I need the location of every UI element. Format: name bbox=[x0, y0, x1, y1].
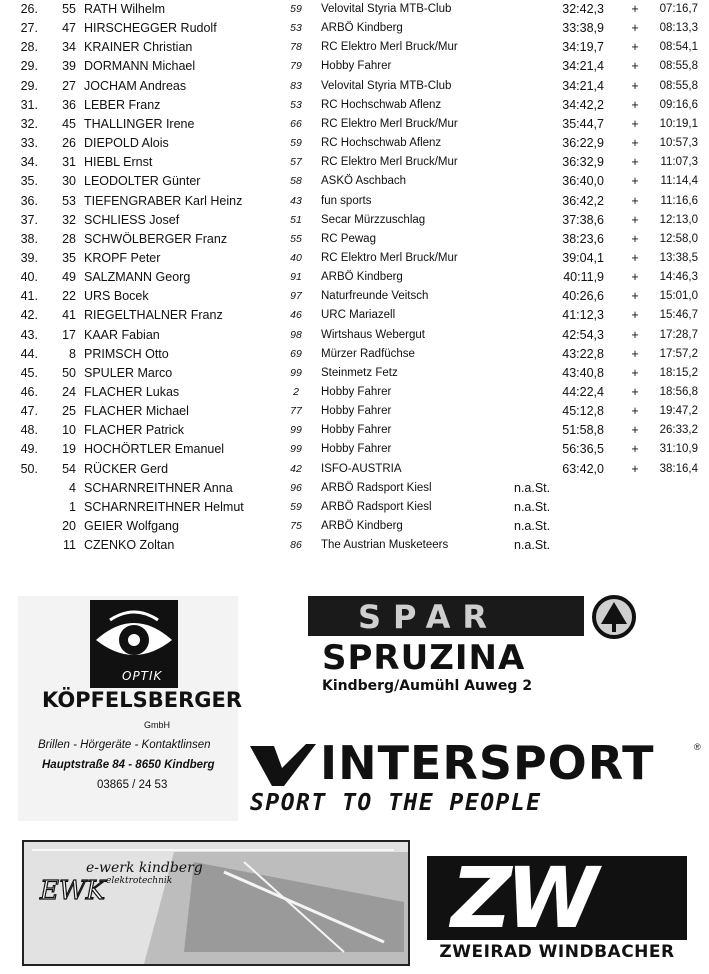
birth-year-cell: 59 bbox=[290, 137, 302, 150]
birth-year-cell: 91 bbox=[290, 271, 302, 284]
rider-name-cell: DORMANN Michael bbox=[84, 59, 196, 74]
start-number-cell: 55 bbox=[62, 2, 76, 16]
status-cell: n.a.St. bbox=[514, 538, 551, 553]
plus-sign-cell: + bbox=[631, 346, 639, 361]
plus-sign-cell: + bbox=[631, 174, 639, 189]
plus-sign-cell: + bbox=[631, 461, 639, 476]
time-cell: 51:58,8 bbox=[562, 423, 604, 438]
intersport-slogan: SPORT TO THE PEOPLE bbox=[250, 790, 542, 816]
spar-tree-icon bbox=[591, 594, 637, 640]
start-number-cell: 28 bbox=[62, 231, 76, 246]
gap-cell: 31:10,9 bbox=[659, 443, 698, 456]
rank-cell: 46. bbox=[20, 385, 38, 399]
start-number-cell: 20 bbox=[62, 519, 76, 534]
gap-cell: 14:46,3 bbox=[659, 271, 698, 284]
sponsor-spar-spruzina bbox=[308, 596, 658, 701]
time-cell: 56:36,5 bbox=[562, 442, 604, 457]
rider-name-cell: RÜCKER Gerd bbox=[84, 461, 169, 476]
gap-cell: 08:55,8 bbox=[659, 79, 698, 92]
start-number-cell: 10 bbox=[62, 423, 76, 438]
gap-cell: 26:33,2 bbox=[659, 424, 698, 437]
club-cell: ARBÖ Radsport Kiesl bbox=[321, 481, 432, 494]
club-cell: Velovital Styria MTB-Club bbox=[321, 3, 452, 15]
rider-name-cell: DIEPOLD Alois bbox=[84, 136, 169, 151]
time-cell: 45:12,8 bbox=[562, 404, 604, 419]
rank-cell: 29. bbox=[20, 78, 38, 93]
start-number-cell: 34 bbox=[62, 40, 76, 55]
result-row bbox=[0, 192, 709, 211]
birth-year-cell: 53 bbox=[290, 98, 302, 111]
start-number-cell: 45 bbox=[62, 116, 76, 131]
dns-row bbox=[0, 498, 709, 517]
rider-name-cell: SCHWÖLBERGER Franz bbox=[84, 231, 228, 246]
plus-sign-cell: + bbox=[631, 2, 639, 16]
start-number-cell: 47 bbox=[62, 21, 76, 36]
rider-name-cell: SCHLIESS Josef bbox=[84, 212, 180, 227]
rider-name-cell: SCHARNREITHNER Helmut bbox=[84, 499, 244, 514]
gap-cell: 08:54,1 bbox=[659, 41, 698, 54]
club-cell: RC Hochschwab Aflenz bbox=[321, 98, 442, 111]
plus-sign-cell: + bbox=[631, 212, 639, 227]
result-row bbox=[0, 249, 709, 268]
plus-sign-cell: + bbox=[631, 270, 639, 285]
plus-sign-cell: + bbox=[631, 21, 639, 36]
rider-name-cell: RIEGELTHALNER Franz bbox=[84, 308, 223, 323]
birth-year-cell: 79 bbox=[290, 60, 302, 73]
result-row bbox=[0, 326, 709, 345]
gap-cell: 18:56,8 bbox=[659, 386, 698, 398]
result-row bbox=[0, 268, 709, 287]
gap-cell: 08:13,3 bbox=[659, 22, 698, 35]
result-row bbox=[0, 38, 709, 57]
gap-cell: 12:58,0 bbox=[659, 232, 698, 245]
gap-cell: 07:16,7 bbox=[659, 3, 698, 15]
birth-year-cell: 40 bbox=[290, 251, 302, 264]
rider-name-cell: LEBER Franz bbox=[84, 97, 161, 112]
club-cell: ARBÖ Kindberg bbox=[321, 271, 403, 284]
start-number-cell: 19 bbox=[62, 442, 76, 457]
club-cell: RC Elektro Merl Bruck/Mur bbox=[321, 251, 458, 264]
club-cell: RC Elektro Merl Bruck/Mur bbox=[321, 117, 458, 130]
birth-year-cell: 86 bbox=[290, 539, 302, 552]
status-cell: n.a.St. bbox=[514, 480, 551, 495]
time-cell: 35:44,7 bbox=[562, 116, 604, 131]
gap-cell: 17:28,7 bbox=[659, 328, 698, 341]
intersport-swoosh-icon bbox=[248, 742, 318, 788]
birth-year-cell: 58 bbox=[290, 175, 302, 188]
plus-sign-cell: + bbox=[631, 78, 639, 93]
result-row bbox=[0, 460, 709, 479]
time-cell: 34:21,4 bbox=[562, 59, 604, 74]
club-cell: RC Elektro Merl Bruck/Mur bbox=[321, 156, 458, 169]
rank-cell: 41. bbox=[20, 289, 38, 304]
plus-sign-cell: + bbox=[631, 423, 639, 438]
result-row bbox=[0, 211, 709, 230]
birth-year-cell: 97 bbox=[290, 290, 302, 303]
start-number-cell: 50 bbox=[62, 365, 76, 380]
start-number-cell: 17 bbox=[62, 327, 76, 342]
rider-name-cell: KROPF Peter bbox=[84, 250, 161, 265]
time-cell: 34:19,7 bbox=[562, 40, 604, 55]
club-cell: fun sports bbox=[321, 194, 372, 207]
rider-name-cell: CZENKO Zoltan bbox=[84, 538, 175, 553]
plus-sign-cell: + bbox=[631, 193, 639, 208]
dns-row bbox=[0, 479, 709, 498]
club-cell: Secar Mürzzuschlag bbox=[321, 213, 426, 226]
birth-year-cell: 46 bbox=[290, 309, 302, 322]
club-cell: Velovital Styria MTB-Club bbox=[321, 79, 452, 92]
start-number-cell: 35 bbox=[62, 250, 76, 265]
rider-name-cell: TIEFENGRABER Karl Heinz bbox=[84, 193, 243, 208]
club-cell: ARBÖ Radsport Kiesl bbox=[321, 500, 432, 513]
birth-year-cell: 57 bbox=[290, 156, 302, 169]
birth-year-cell: 59 bbox=[290, 500, 302, 513]
rider-name-cell: SALZMANN Georg bbox=[84, 270, 191, 285]
gap-cell: 19:47,2 bbox=[659, 405, 698, 418]
plus-sign-cell: + bbox=[631, 327, 639, 342]
time-cell: 36:22,9 bbox=[562, 136, 604, 151]
ewerk-initials: EWK bbox=[40, 876, 106, 906]
time-cell: 43:40,8 bbox=[562, 365, 604, 380]
time-cell: 34:21,4 bbox=[562, 78, 604, 93]
start-number-cell: 41 bbox=[62, 308, 76, 323]
club-cell: Hobby Fahrer bbox=[321, 443, 392, 456]
rank-cell: 48. bbox=[20, 423, 38, 438]
gap-cell: 11:16,6 bbox=[660, 194, 698, 207]
club-cell: ARBÖ Kindberg bbox=[321, 22, 403, 35]
time-cell: 36:40,0 bbox=[562, 174, 604, 189]
result-row bbox=[0, 287, 709, 306]
dns-row bbox=[0, 536, 709, 555]
result-row bbox=[0, 115, 709, 134]
start-number-cell: 24 bbox=[62, 385, 76, 399]
rank-cell: 38. bbox=[20, 231, 38, 246]
gap-cell: 13:38,5 bbox=[659, 251, 698, 264]
time-cell: 43:22,8 bbox=[562, 346, 604, 361]
time-cell: 33:38,9 bbox=[562, 21, 604, 36]
gap-cell: 09:16,6 bbox=[659, 98, 698, 111]
intersport-name: INTERSPORT bbox=[320, 736, 655, 790]
time-cell: 40:26,6 bbox=[562, 289, 604, 304]
plus-sign-cell: + bbox=[631, 231, 639, 246]
club-cell: RC Elektro Merl Bruck/Mur bbox=[321, 41, 458, 54]
sponsor-ewerk-kindberg bbox=[22, 840, 410, 966]
club-cell: ARBÖ Kindberg bbox=[321, 520, 403, 533]
plus-sign-cell: + bbox=[631, 40, 639, 55]
rider-name-cell: GEIER Wolfgang bbox=[84, 519, 179, 534]
club-cell: ASKÖ Aschbach bbox=[321, 175, 407, 188]
rider-name-cell: THALLINGER Irene bbox=[84, 116, 195, 131]
start-number-cell: 4 bbox=[69, 480, 76, 495]
start-number-cell: 31 bbox=[62, 155, 76, 170]
optik-address: Hauptstraße 84 - 8650 Kindberg bbox=[42, 759, 215, 771]
rank-cell: 39. bbox=[20, 250, 38, 265]
zw-initials: ZW bbox=[451, 849, 593, 947]
rank-cell: 33. bbox=[20, 136, 38, 151]
result-row bbox=[0, 19, 709, 38]
result-row bbox=[0, 77, 709, 96]
rank-cell: 26. bbox=[20, 2, 38, 16]
start-number-cell: 32 bbox=[62, 212, 76, 227]
club-cell: Wirtshaus Webergut bbox=[321, 328, 425, 341]
birth-year-cell: 51 bbox=[290, 213, 302, 226]
birth-year-cell: 55 bbox=[290, 232, 302, 245]
birth-year-cell: 83 bbox=[290, 79, 302, 92]
club-cell: URC Mariazell bbox=[321, 309, 396, 322]
time-cell: 38:23,6 bbox=[562, 231, 604, 246]
start-number-cell: 22 bbox=[62, 289, 76, 304]
club-cell: The Austrian Musketeers bbox=[321, 539, 449, 552]
plus-sign-cell: + bbox=[631, 250, 639, 265]
club-cell: ISFO-AUSTRIA bbox=[321, 462, 402, 475]
intersport-registered-mark: ® bbox=[694, 742, 701, 752]
time-cell: 34:42,2 bbox=[562, 97, 604, 112]
sponsor-optik-koepfelsberger bbox=[18, 596, 243, 821]
birth-year-cell: 43 bbox=[290, 194, 302, 207]
rank-cell: 28. bbox=[20, 40, 38, 55]
club-cell: RC Hochschwab Aflenz bbox=[321, 137, 442, 150]
birth-year-cell: 66 bbox=[290, 117, 302, 130]
result-row bbox=[0, 306, 709, 325]
start-number-cell: 39 bbox=[62, 59, 76, 74]
result-row bbox=[0, 172, 709, 191]
result-row bbox=[0, 421, 709, 440]
club-cell: Hobby Fahrer bbox=[321, 60, 392, 73]
start-number-cell: 54 bbox=[62, 461, 76, 476]
start-number-cell: 27 bbox=[62, 78, 76, 93]
spar-address: Kindberg/Aumühl Auweg 2 bbox=[322, 678, 533, 694]
plus-sign-cell: + bbox=[631, 136, 639, 151]
optik-legal-form: GmbH bbox=[144, 720, 171, 730]
rider-name-cell: RATH Wilhelm bbox=[84, 2, 166, 16]
gap-cell: 11:07,3 bbox=[660, 156, 698, 169]
zw-company-name: ZWEIRAD WINDBACHER bbox=[439, 942, 675, 962]
birth-year-cell: 78 bbox=[290, 41, 302, 54]
zw-logo-box bbox=[427, 849, 687, 947]
rider-name-cell: HIRSCHEGGER Rudolf bbox=[84, 21, 217, 36]
gap-cell: 18:15,2 bbox=[659, 366, 698, 379]
time-cell: 63:42,0 bbox=[562, 461, 604, 476]
birth-year-cell: 69 bbox=[290, 347, 302, 360]
start-number-cell: 49 bbox=[62, 270, 76, 285]
rider-name-cell: FLACHER Michael bbox=[84, 404, 189, 419]
dns-row bbox=[0, 517, 709, 536]
status-cell: n.a.St. bbox=[514, 519, 551, 534]
rank-cell: 37. bbox=[20, 212, 38, 227]
club-cell: Hobby Fahrer bbox=[321, 386, 392, 398]
rider-name-cell: FLACHER Patrick bbox=[84, 423, 185, 438]
rider-name-cell: SPULER Marco bbox=[84, 365, 173, 380]
optik-company-name: KÖPFELSBERGER bbox=[42, 688, 243, 712]
time-cell: 44:22,4 bbox=[562, 385, 604, 399]
plus-sign-cell: + bbox=[631, 404, 639, 419]
birth-year-cell: 99 bbox=[290, 443, 302, 456]
gap-cell: 10:57,3 bbox=[659, 137, 698, 150]
gap-cell: 38:16,4 bbox=[659, 462, 698, 475]
rider-name-cell: LEODOLTER Günter bbox=[84, 174, 201, 189]
rank-cell: 36. bbox=[20, 193, 38, 208]
start-number-cell: 53 bbox=[62, 193, 76, 208]
club-cell: Mürzer Radfüchse bbox=[321, 347, 415, 360]
birth-year-cell: 96 bbox=[290, 481, 302, 494]
sponsor-intersport bbox=[248, 736, 708, 821]
optik-products: Brillen - Hörgeräte - Kontaktlinsen bbox=[38, 739, 211, 751]
time-cell: 37:38,6 bbox=[562, 212, 604, 227]
ewerk-subtitle: elektrotechnik bbox=[106, 876, 173, 886]
rank-cell: 29. bbox=[20, 59, 38, 74]
result-row bbox=[0, 0, 709, 19]
start-number-cell: 8 bbox=[69, 346, 76, 361]
start-number-cell: 36 bbox=[62, 97, 76, 112]
club-cell: Naturfreunde Veitsch bbox=[321, 290, 429, 303]
time-cell: 40:11,9 bbox=[563, 270, 604, 285]
rank-cell: 45. bbox=[20, 365, 38, 380]
plus-sign-cell: + bbox=[631, 442, 639, 457]
plus-sign-cell: + bbox=[631, 308, 639, 323]
rank-cell: 44. bbox=[20, 346, 38, 361]
rider-name-cell: PRIMSCH Otto bbox=[84, 346, 169, 361]
club-cell: Hobby Fahrer bbox=[321, 424, 392, 437]
rider-name-cell: URS Bocek bbox=[84, 289, 149, 304]
optik-phone: 03865 / 24 53 bbox=[97, 779, 168, 791]
result-row bbox=[0, 440, 709, 459]
time-cell: 36:32,9 bbox=[562, 155, 604, 170]
start-number-cell: 1 bbox=[69, 499, 76, 514]
start-number-cell: 25 bbox=[62, 404, 76, 419]
club-cell: RC Pewag bbox=[321, 232, 376, 245]
time-cell: 36:42,2 bbox=[562, 193, 604, 208]
result-row bbox=[0, 230, 709, 249]
time-cell: 41:12,3 bbox=[562, 308, 604, 323]
rank-cell: 50. bbox=[20, 461, 38, 476]
birth-year-cell: 99 bbox=[290, 424, 302, 437]
plus-sign-cell: + bbox=[631, 365, 639, 380]
time-cell: 32:42,3 bbox=[562, 2, 604, 16]
sponsor-zweirad-windbacher bbox=[427, 849, 687, 964]
gap-cell: 17:57,2 bbox=[659, 347, 698, 360]
result-row bbox=[0, 153, 709, 172]
rider-name-cell: SCHARNREITHNER Anna bbox=[84, 480, 233, 495]
rider-name-cell: JOCHAM Andreas bbox=[84, 78, 187, 93]
plus-sign-cell: + bbox=[631, 385, 639, 399]
rank-cell: 47. bbox=[20, 404, 38, 419]
birth-year-cell: 98 bbox=[290, 328, 302, 341]
result-row bbox=[0, 345, 709, 364]
gap-cell: 10:19,1 bbox=[659, 117, 698, 130]
birth-year-cell: 77 bbox=[290, 405, 302, 418]
result-row bbox=[0, 383, 709, 402]
rider-name-cell: HOCHÖRTLER Emanuel bbox=[84, 442, 225, 457]
rank-cell: 43. bbox=[20, 327, 38, 342]
start-number-cell: 26 bbox=[62, 136, 76, 151]
birth-year-cell: 42 bbox=[290, 462, 302, 475]
birth-year-cell: 2 bbox=[293, 386, 299, 398]
gap-cell: 08:55,8 bbox=[659, 60, 698, 73]
rank-cell: 40. bbox=[20, 270, 38, 285]
rider-name-cell: KRAINER Christian bbox=[84, 40, 193, 55]
rank-cell: 31. bbox=[20, 97, 38, 112]
rank-cell: 27. bbox=[20, 21, 38, 36]
result-row bbox=[0, 96, 709, 115]
gap-cell: 11:14,4 bbox=[660, 175, 698, 188]
rank-cell: 42. bbox=[20, 308, 38, 323]
gap-cell: 15:01,0 bbox=[659, 290, 698, 303]
optik-logo-word: OPTIK bbox=[122, 669, 163, 683]
result-row bbox=[0, 134, 709, 153]
gap-cell: 12:13,0 bbox=[659, 213, 698, 226]
rider-name-cell: FLACHER Lukas bbox=[84, 385, 180, 399]
club-cell: Steinmetz Fetz bbox=[321, 366, 398, 379]
rank-cell: 49. bbox=[20, 442, 38, 457]
gap-cell: 15:46,7 bbox=[659, 309, 698, 322]
plus-sign-cell: + bbox=[631, 155, 639, 170]
spar-company-name: SPRUZINA bbox=[322, 638, 526, 678]
rider-name-cell: HIEBL Ernst bbox=[84, 155, 153, 170]
birth-year-cell: 75 bbox=[290, 520, 302, 533]
birth-year-cell: 53 bbox=[290, 22, 302, 35]
start-number-cell: 30 bbox=[62, 174, 76, 189]
rank-cell: 35. bbox=[20, 174, 38, 189]
birth-year-cell: 99 bbox=[290, 366, 302, 379]
rank-cell: 34. bbox=[20, 155, 38, 170]
birth-year-cell: 59 bbox=[290, 3, 302, 15]
time-cell: 39:04,1 bbox=[562, 250, 604, 265]
rank-cell: 32. bbox=[20, 116, 38, 131]
plus-sign-cell: + bbox=[631, 289, 639, 304]
status-cell: n.a.St. bbox=[514, 499, 551, 514]
club-cell: Hobby Fahrer bbox=[321, 405, 392, 418]
result-row bbox=[0, 402, 709, 421]
result-row bbox=[0, 57, 709, 76]
plus-sign-cell: + bbox=[631, 116, 639, 131]
spar-banner bbox=[308, 596, 584, 636]
plus-sign-cell: + bbox=[631, 59, 639, 74]
time-cell: 42:54,3 bbox=[562, 327, 604, 342]
plus-sign-cell: + bbox=[631, 97, 639, 112]
rider-name-cell: KAAR Fabian bbox=[84, 327, 160, 342]
ewerk-company-name: e-werk kindberg bbox=[86, 860, 203, 876]
spar-banner-word: SPAR bbox=[358, 598, 499, 636]
result-row bbox=[0, 364, 709, 383]
start-number-cell: 11 bbox=[63, 538, 76, 553]
